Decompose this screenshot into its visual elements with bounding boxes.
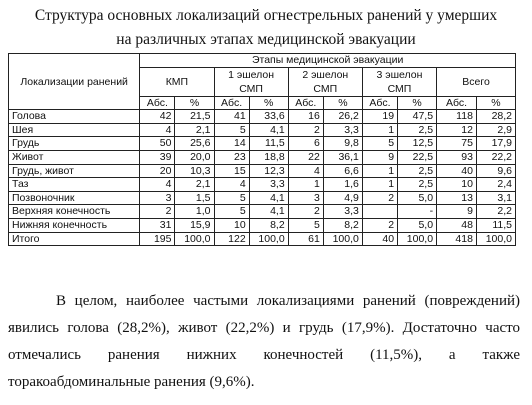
pct-header: % bbox=[476, 96, 515, 110]
abs-cell: 48 bbox=[437, 218, 477, 232]
abs-cell bbox=[362, 205, 397, 219]
abs-cell: 22 bbox=[288, 150, 323, 164]
abs-cell: 42 bbox=[140, 110, 175, 124]
group-header-echelon-1: 1 эшелон СМП bbox=[214, 67, 288, 96]
table-row bbox=[9, 123, 516, 137]
stages-group-header: Этапы медицинской эвакуации bbox=[140, 54, 516, 68]
localization-table-wrapper bbox=[8, 53, 516, 246]
pct-cell: 20,0 bbox=[175, 150, 214, 164]
abs-cell: 9 bbox=[437, 205, 477, 219]
abs-cell: 40 bbox=[362, 232, 397, 246]
table-body bbox=[9, 110, 516, 246]
pct-cell: 3,3 bbox=[323, 205, 362, 219]
abs-cell: 5 bbox=[214, 191, 249, 205]
table-row bbox=[9, 205, 516, 219]
abs-header: Абс. bbox=[437, 96, 477, 110]
abs-cell: 2 bbox=[362, 191, 397, 205]
pct-cell: 10,3 bbox=[175, 164, 214, 178]
pct-cell: 15,9 bbox=[175, 218, 214, 232]
abs-cell: 75 bbox=[437, 137, 477, 151]
abs-header: Абс. bbox=[362, 96, 397, 110]
abs-header: Абс. bbox=[140, 96, 175, 110]
abs-cell: 4 bbox=[288, 164, 323, 178]
row-label: Живот bbox=[9, 150, 140, 164]
abs-cell: 13 bbox=[437, 191, 477, 205]
pct-cell: 4,1 bbox=[249, 191, 288, 205]
pct-cell: 28,2 bbox=[476, 110, 515, 124]
pct-cell: 100,0 bbox=[323, 232, 362, 246]
table-row bbox=[9, 232, 516, 246]
group-header-kmp: КМП bbox=[140, 67, 214, 96]
abs-cell: 10 bbox=[437, 178, 477, 192]
pct-cell: 26,2 bbox=[323, 110, 362, 124]
abs-cell: 40 bbox=[437, 164, 477, 178]
abs-cell: 23 bbox=[214, 150, 249, 164]
pct-cell: 22,2 bbox=[476, 150, 515, 164]
abs-cell: 118 bbox=[437, 110, 477, 124]
pct-cell: 6,6 bbox=[323, 164, 362, 178]
pct-header: % bbox=[323, 96, 362, 110]
pct-cell: 2,5 bbox=[398, 178, 437, 192]
abs-cell: 4 bbox=[214, 178, 249, 192]
row-label: Голова bbox=[9, 110, 140, 124]
abs-cell: 10 bbox=[214, 218, 249, 232]
abs-cell: 5 bbox=[214, 123, 249, 137]
pct-cell: 1,5 bbox=[175, 191, 214, 205]
row-label: Верхняя конечность bbox=[9, 205, 140, 219]
pct-cell: 17,9 bbox=[476, 137, 515, 151]
pct-cell: 12,3 bbox=[249, 164, 288, 178]
table-row bbox=[9, 178, 516, 192]
abs-cell: 12 bbox=[437, 123, 477, 137]
paragraph-text: В целом, наиболее частыми локализациями ранений (повреждений) явились голова (28,2%), живот (22,2%) и грудь (17,9%). Достаточно часто отмечались ранения нижних конечностей (11,5%), а также торакоабдоминальные ранения (9,6%). bbox=[8, 293, 520, 390]
pct-header: % bbox=[398, 96, 437, 110]
row-label: Итого bbox=[9, 232, 140, 246]
pct-cell: 5,0 bbox=[398, 218, 437, 232]
pct-cell: 3,3 bbox=[249, 178, 288, 192]
pct-cell: 100,0 bbox=[175, 232, 214, 246]
row-label: Грудь, живот bbox=[9, 164, 140, 178]
pct-cell: 2,1 bbox=[175, 178, 214, 192]
abs-cell: 2 bbox=[288, 123, 323, 137]
pct-cell: 100,0 bbox=[249, 232, 288, 246]
abs-cell: 9 bbox=[362, 150, 397, 164]
row-label: Нижняя конечность bbox=[9, 218, 140, 232]
abs-cell: 6 bbox=[288, 137, 323, 151]
table-row bbox=[9, 191, 516, 205]
pct-cell: 9,6 bbox=[476, 164, 515, 178]
abs-cell: 39 bbox=[140, 150, 175, 164]
pct-cell: 11,5 bbox=[249, 137, 288, 151]
abs-cell: 5 bbox=[362, 137, 397, 151]
pct-cell: 2,1 bbox=[175, 123, 214, 137]
abs-cell: 1 bbox=[288, 178, 323, 192]
pct-cell: - bbox=[398, 205, 437, 219]
pct-cell: 9,8 bbox=[323, 137, 362, 151]
table-caption bbox=[0, 0, 532, 52]
pct-cell: 12,5 bbox=[398, 137, 437, 151]
row-label: Позвоночник bbox=[9, 191, 140, 205]
abs-cell: 93 bbox=[437, 150, 477, 164]
pct-cell: 3,3 bbox=[323, 123, 362, 137]
abs-cell: 3 bbox=[140, 191, 175, 205]
pct-cell: 3,1 bbox=[476, 191, 515, 205]
abs-header: Абс. bbox=[288, 96, 323, 110]
group-header-total: Всего bbox=[437, 67, 516, 96]
table-row bbox=[9, 150, 516, 164]
pct-cell: 5,0 bbox=[398, 191, 437, 205]
abs-cell: 4 bbox=[140, 178, 175, 192]
pct-cell: 8,2 bbox=[249, 218, 288, 232]
caption-line-2: на различных этапах медицинской эвакуации bbox=[116, 31, 416, 48]
abs-cell: 122 bbox=[214, 232, 249, 246]
pct-cell: 33,6 bbox=[249, 110, 288, 124]
pct-cell: 100,0 bbox=[476, 232, 515, 246]
pct-header: % bbox=[175, 96, 214, 110]
pct-cell: 21,5 bbox=[175, 110, 214, 124]
table-row bbox=[9, 137, 516, 151]
abs-cell: 5 bbox=[214, 205, 249, 219]
pct-cell: 4,9 bbox=[323, 191, 362, 205]
pct-cell: 1,6 bbox=[323, 178, 362, 192]
pct-cell: 36,1 bbox=[323, 150, 362, 164]
abs-cell: 2 bbox=[362, 218, 397, 232]
pct-cell: 2,2 bbox=[476, 205, 515, 219]
pct-cell: 4,1 bbox=[249, 205, 288, 219]
pct-cell: 2,4 bbox=[476, 178, 515, 192]
abs-cell: 20 bbox=[140, 164, 175, 178]
group-header-echelon-2: 2 эшелон СМП bbox=[288, 67, 362, 96]
abs-cell: 3 bbox=[288, 191, 323, 205]
abs-cell: 14 bbox=[214, 137, 249, 151]
row-label: Шея bbox=[9, 123, 140, 137]
pct-cell: 2,5 bbox=[398, 164, 437, 178]
abs-cell: 418 bbox=[437, 232, 477, 246]
pct-cell: 22,5 bbox=[398, 150, 437, 164]
localization-table bbox=[8, 53, 516, 246]
abs-cell: 2 bbox=[288, 205, 323, 219]
pct-header: % bbox=[249, 96, 288, 110]
abs-cell: 1 bbox=[362, 178, 397, 192]
pct-cell: 1,0 bbox=[175, 205, 214, 219]
abs-header: Абс. bbox=[214, 96, 249, 110]
pct-cell: 25,6 bbox=[175, 137, 214, 151]
abs-cell: 31 bbox=[140, 218, 175, 232]
table-row bbox=[9, 110, 516, 124]
pct-cell: 8,2 bbox=[323, 218, 362, 232]
abs-cell: 41 bbox=[214, 110, 249, 124]
pct-cell: 18,8 bbox=[249, 150, 288, 164]
abs-cell: 50 bbox=[140, 137, 175, 151]
pct-cell: 2,9 bbox=[476, 123, 515, 137]
table-row bbox=[9, 218, 516, 232]
localization-header: Локализации ранений bbox=[9, 54, 140, 110]
abs-cell: 19 bbox=[362, 110, 397, 124]
pct-cell: 2,5 bbox=[398, 123, 437, 137]
body-paragraph bbox=[8, 288, 520, 396]
caption-line-1: Структура основных локализаций огнестрельных ранений у умерших bbox=[34, 7, 498, 24]
abs-cell: 195 bbox=[140, 232, 175, 246]
pct-cell: 47,5 bbox=[398, 110, 437, 124]
abs-cell: 4 bbox=[140, 123, 175, 137]
abs-cell: 1 bbox=[362, 123, 397, 137]
abs-cell: 15 bbox=[214, 164, 249, 178]
pct-cell: 100,0 bbox=[398, 232, 437, 246]
pct-cell: 11,5 bbox=[476, 218, 515, 232]
abs-cell: 61 bbox=[288, 232, 323, 246]
row-label: Грудь bbox=[9, 137, 140, 151]
abs-cell: 1 bbox=[362, 164, 397, 178]
abs-cell: 16 bbox=[288, 110, 323, 124]
group-header-echelon-3: 3 эшелон СМП bbox=[362, 67, 436, 96]
table-row bbox=[9, 164, 516, 178]
pct-cell: 4,1 bbox=[249, 123, 288, 137]
row-label: Таз bbox=[9, 178, 140, 192]
abs-cell: 2 bbox=[140, 205, 175, 219]
abs-cell: 5 bbox=[288, 218, 323, 232]
